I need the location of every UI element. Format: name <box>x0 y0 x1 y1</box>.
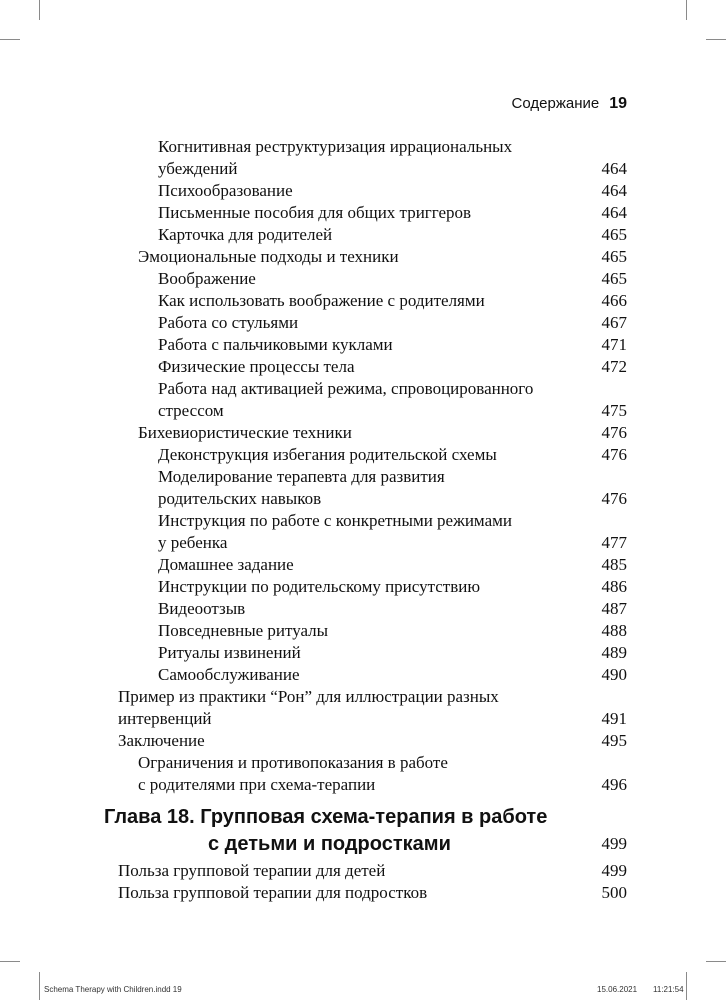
toc-entry[interactable] <box>0 290 726 312</box>
toc-entry-title: Ограничения и противопоказания в работе <box>138 753 448 772</box>
toc-entry-title: Когнитивная реструктуризация иррациональных <box>158 137 513 156</box>
toc-entry-title: у ребенка <box>158 533 228 552</box>
toc-entry-title: Заключение <box>118 731 205 750</box>
toc-entry[interactable] <box>0 730 726 752</box>
slug-filename: Schema Therapy with Children.indd 19 <box>44 985 182 994</box>
toc-entry-page-number: 464 <box>601 181 627 200</box>
toc-entry-page-number: 485 <box>601 555 627 574</box>
toc-entry[interactable] <box>0 532 726 554</box>
toc-entry-page-number: 476 <box>601 489 627 508</box>
toc-entry-title: Польза групповой терапии для подростков <box>118 883 428 902</box>
toc-entry[interactable] <box>0 752 726 774</box>
toc-entry[interactable] <box>0 882 726 904</box>
toc-entry-title: Работа над активацией режима, спровоцированного <box>158 379 534 398</box>
toc-entry[interactable] <box>0 246 726 268</box>
toc-entry-title: Видеоотзыв <box>158 599 246 618</box>
toc-entry-page-number: 464 <box>601 159 627 178</box>
toc-entry-title: Моделирование терапевта для развития <box>158 467 445 486</box>
toc-entry-title: Психообразование <box>158 181 293 200</box>
toc-entry-title: Инструкции по родительскому присутствию <box>158 577 481 596</box>
running-head-title: Содержание <box>511 95 600 112</box>
crop-mark <box>0 961 20 962</box>
toc-entry[interactable] <box>0 356 726 378</box>
slug-date: 15.06.2021 <box>597 985 638 994</box>
toc-entry[interactable] <box>0 180 726 202</box>
toc-entry[interactable] <box>0 422 726 444</box>
toc-entry[interactable] <box>0 268 726 290</box>
toc-entry-title: Домашнее задание <box>158 555 294 574</box>
toc-entry-title: Деконструкция избегания родительской схемы <box>158 445 497 464</box>
toc-entry-title: Польза групповой терапии для детей <box>118 861 386 880</box>
toc-entry[interactable] <box>0 400 726 422</box>
toc-entry-title: Воображение <box>158 269 256 288</box>
toc-entry-page-number: 465 <box>601 247 627 266</box>
toc-entry-page-number: 464 <box>601 203 627 222</box>
toc-entry-title: убеждений <box>158 159 238 178</box>
chapter-title-line-1: Глава 18. Групповая схема-терапия в работе <box>104 806 548 828</box>
toc-entry-title: Повседневные ритуалы <box>158 621 329 640</box>
toc-entry[interactable] <box>0 378 726 400</box>
toc-entry-page-number: 499 <box>601 861 627 880</box>
toc-entry-title: стрессом <box>158 401 224 420</box>
toc-entry-page-number: 495 <box>601 731 627 750</box>
toc-entry-page-number: 489 <box>601 643 627 662</box>
toc-entry-title: Самообслуживание <box>158 665 300 684</box>
toc-entry-title: с родителями при схема-терапии <box>138 775 376 794</box>
toc-entry-page-number: 488 <box>601 621 627 640</box>
toc-entry-page-number: 472 <box>601 357 627 376</box>
toc-entry-page-number: 487 <box>601 599 627 618</box>
toc-entry[interactable] <box>0 224 726 246</box>
toc-entry[interactable] <box>0 708 726 730</box>
toc-entry-page-number: 471 <box>601 335 627 354</box>
toc-entry[interactable] <box>0 664 726 686</box>
table-of-contents <box>0 136 726 796</box>
toc-entry[interactable] <box>0 510 726 532</box>
toc-entry[interactable] <box>0 554 726 576</box>
toc-entry[interactable] <box>0 576 726 598</box>
running-head-page-number: 19 <box>609 95 627 112</box>
toc-entry-page-number: 467 <box>601 313 627 332</box>
crop-mark <box>0 39 20 40</box>
toc-entry-page-number: 491 <box>601 709 627 728</box>
toc-entry-title: Бихевиористические техники <box>138 423 352 442</box>
chapter-entries <box>0 860 726 904</box>
toc-entry[interactable] <box>0 136 726 158</box>
toc-entry-title: Как использовать воображение с родителями <box>158 291 485 310</box>
toc-entry-title: Работа со стульями <box>158 313 299 332</box>
toc-entry[interactable] <box>0 202 726 224</box>
crop-mark <box>686 972 687 1000</box>
toc-entry[interactable] <box>0 620 726 642</box>
toc-entry-page-number: 475 <box>601 401 627 420</box>
toc-entry-page-number: 465 <box>601 269 627 288</box>
toc-entry[interactable] <box>0 488 726 510</box>
running-head <box>0 95 627 113</box>
toc-entry-page-number: 486 <box>601 577 627 596</box>
toc-entry-title: Физические процессы тела <box>158 357 355 376</box>
toc-entry[interactable] <box>0 158 726 180</box>
toc-entry-title: Работа с пальчиковыми куклами <box>158 335 393 354</box>
toc-entry-page-number: 476 <box>601 423 627 442</box>
toc-entry-title: Пример из практики “Рон” для иллюстрации разных <box>118 687 499 706</box>
crop-mark <box>706 961 726 962</box>
chapter-page-number: 499 <box>601 834 627 853</box>
crop-mark <box>686 0 687 20</box>
toc-entry-title: интервенций <box>118 709 212 728</box>
toc-entry-title: Эмоциональные подходы и техники <box>138 247 399 266</box>
toc-entry-title: родительских навыков <box>158 489 322 508</box>
toc-entry[interactable] <box>0 334 726 356</box>
crop-mark <box>39 0 40 20</box>
toc-entry-title: Ритуалы извинений <box>158 643 301 662</box>
toc-entry-title: Инструкция по работе с конкретными режимами <box>158 511 512 530</box>
toc-entry-title: Письменные пособия для общих триггеров <box>158 203 472 222</box>
toc-entry[interactable] <box>0 860 726 882</box>
toc-entry-page-number: 466 <box>601 291 627 310</box>
slug-time: 11:21:54 <box>653 985 684 994</box>
toc-entry[interactable] <box>0 686 726 708</box>
crop-mark <box>706 39 726 40</box>
toc-entry[interactable] <box>0 598 726 620</box>
toc-entry-page-number: 465 <box>601 225 627 244</box>
toc-entry-title: Карточка для родителей <box>158 225 333 244</box>
toc-entry[interactable] <box>0 444 726 466</box>
toc-entry-page-number: 490 <box>601 665 627 684</box>
toc-entry[interactable] <box>0 312 726 334</box>
toc-entry-page-number: 496 <box>601 775 627 794</box>
toc-entry-page-number: 477 <box>601 533 627 552</box>
toc-entry[interactable] <box>0 466 726 488</box>
crop-mark <box>39 972 40 1000</box>
toc-entry[interactable] <box>0 774 726 796</box>
toc-entry[interactable] <box>0 642 726 664</box>
chapter-title-line-2: с детьми и подростками <box>208 833 451 855</box>
toc-entry-page-number: 476 <box>601 445 627 464</box>
toc-entry-page-number: 500 <box>601 883 627 902</box>
